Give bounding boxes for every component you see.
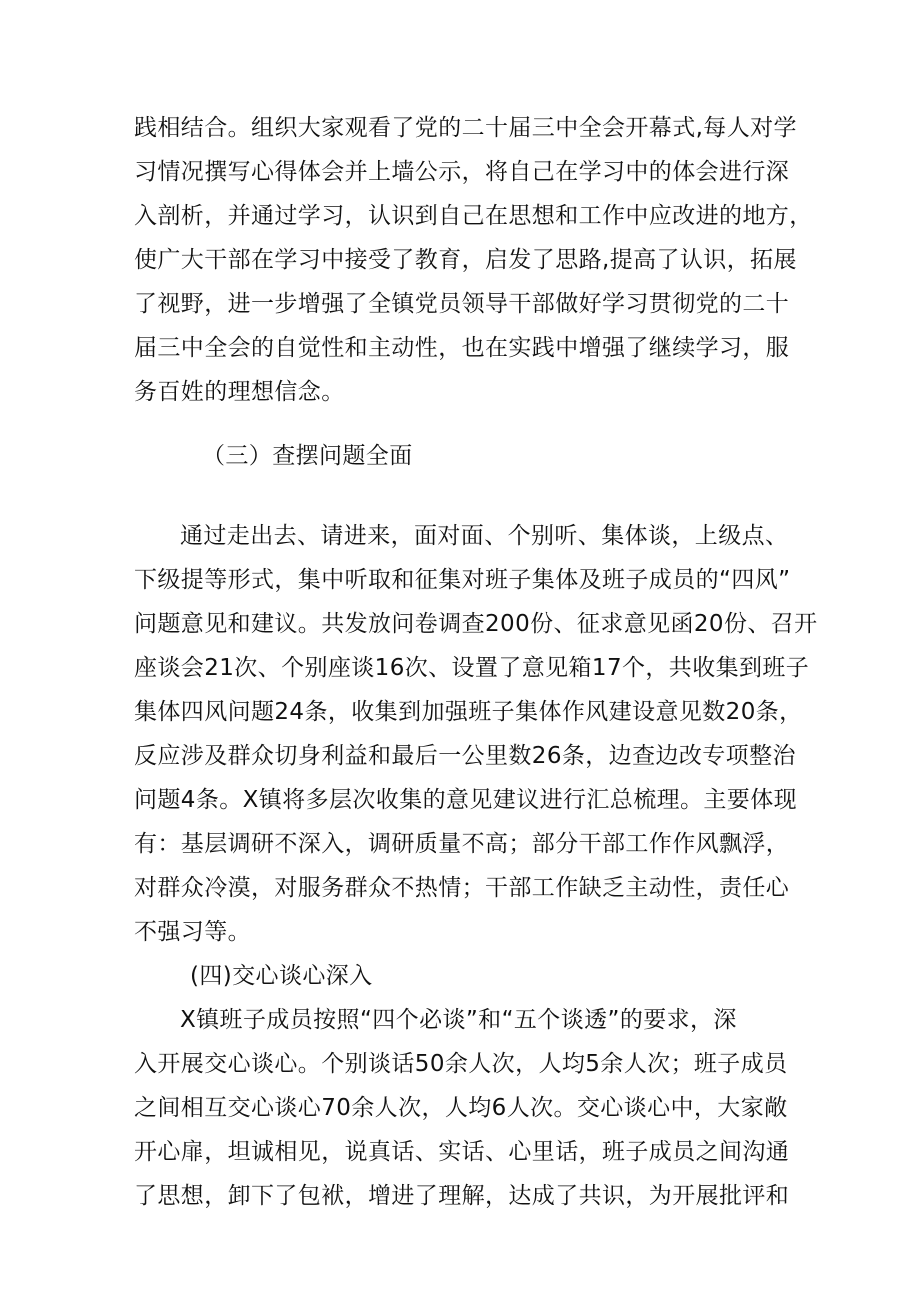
text-line: 务百姓的理想信念。 bbox=[134, 379, 345, 405]
text-line: 习情况撰写心得体会并上墙公示，将自己在学习中的体会进行深 bbox=[134, 159, 790, 185]
text-line: 通过走出去、请进来，面对面、个别听、集体谈，上级点、 bbox=[180, 523, 789, 549]
document-body bbox=[134, 106, 818, 1218]
text-line: 届三中全会的自觉性和主动性，也在实践中增强了继续学习，服 bbox=[134, 335, 790, 361]
text-line: 开心扉，坦诚相见，说真话、实话、心里话，班子成员之间沟通 bbox=[134, 1139, 790, 1165]
text-line: 了思想，卸下了包袱，增进了理解，达成了共识，为开展批评和 bbox=[134, 1183, 790, 1209]
spacer bbox=[134, 414, 794, 434]
text-line: X镇班子成员按照“四个必谈”和“五个谈透”的要求，深 bbox=[180, 1007, 737, 1033]
paragraph-practice-summary bbox=[134, 106, 813, 414]
section-heading-3: （三）查摆问题全面 bbox=[202, 443, 413, 469]
text-line: 反应涉及群众切身利益和最后一公里数26条，边查边改专项整治 bbox=[134, 743, 796, 769]
text-line: 不强习等。 bbox=[134, 919, 251, 945]
text-line: 入剖析，并通过学习，认识到自己在思想和工作中应改进的地方， bbox=[134, 203, 813, 229]
text-line: 有：基层调研不深入，调研质量不高；部分干部工作作风飘浮， bbox=[134, 831, 790, 857]
text-line: 践相结合。组织大家观看了党的二十届三中全会开幕式,每人对学 bbox=[134, 115, 797, 141]
paragraph-heart-to-heart bbox=[134, 998, 794, 1218]
text-line: 下级提等形式，集中听取和征集对班子集体及班子成员的“四风” bbox=[134, 567, 791, 593]
text-line: 座谈会21次、个别座谈16次、设置了意见箱17个，共收集到班子 bbox=[134, 655, 810, 681]
text-line: 集体四风问题24条，收集到加强班子集体作风建设意见数20条， bbox=[134, 699, 803, 725]
section-heading-4: (四)交心谈心深入 bbox=[190, 963, 373, 989]
text-line: 入开展交心谈心。个别谈话50余人次，人均5余人次；班子成员 bbox=[134, 1051, 788, 1077]
text-line: 对群众冷漠，对服务群众不热情；干部工作缺乏主动性，责任心 bbox=[134, 875, 790, 901]
text-line: 使广大干部在学习中接受了教育，启发了思路,提高了认识，拓展 bbox=[134, 247, 797, 273]
text-line: 问题4条。X镇将多层次收集的意见建议进行汇总梳理。主要体现 bbox=[134, 787, 797, 813]
text-line: 问题意见和建议。共发放问卷调查200份、征求意见函20份、召开 bbox=[134, 611, 818, 637]
text-line: 了视野，进一步增强了全镇党员领导干部做好学习贯彻党的二十 bbox=[134, 291, 790, 317]
text-line: 之间相互交心谈心70余人次，人均6人次。交心谈心中，大家敞 bbox=[134, 1095, 788, 1121]
spacer bbox=[134, 478, 794, 514]
paragraph-problem-finding bbox=[134, 514, 818, 954]
